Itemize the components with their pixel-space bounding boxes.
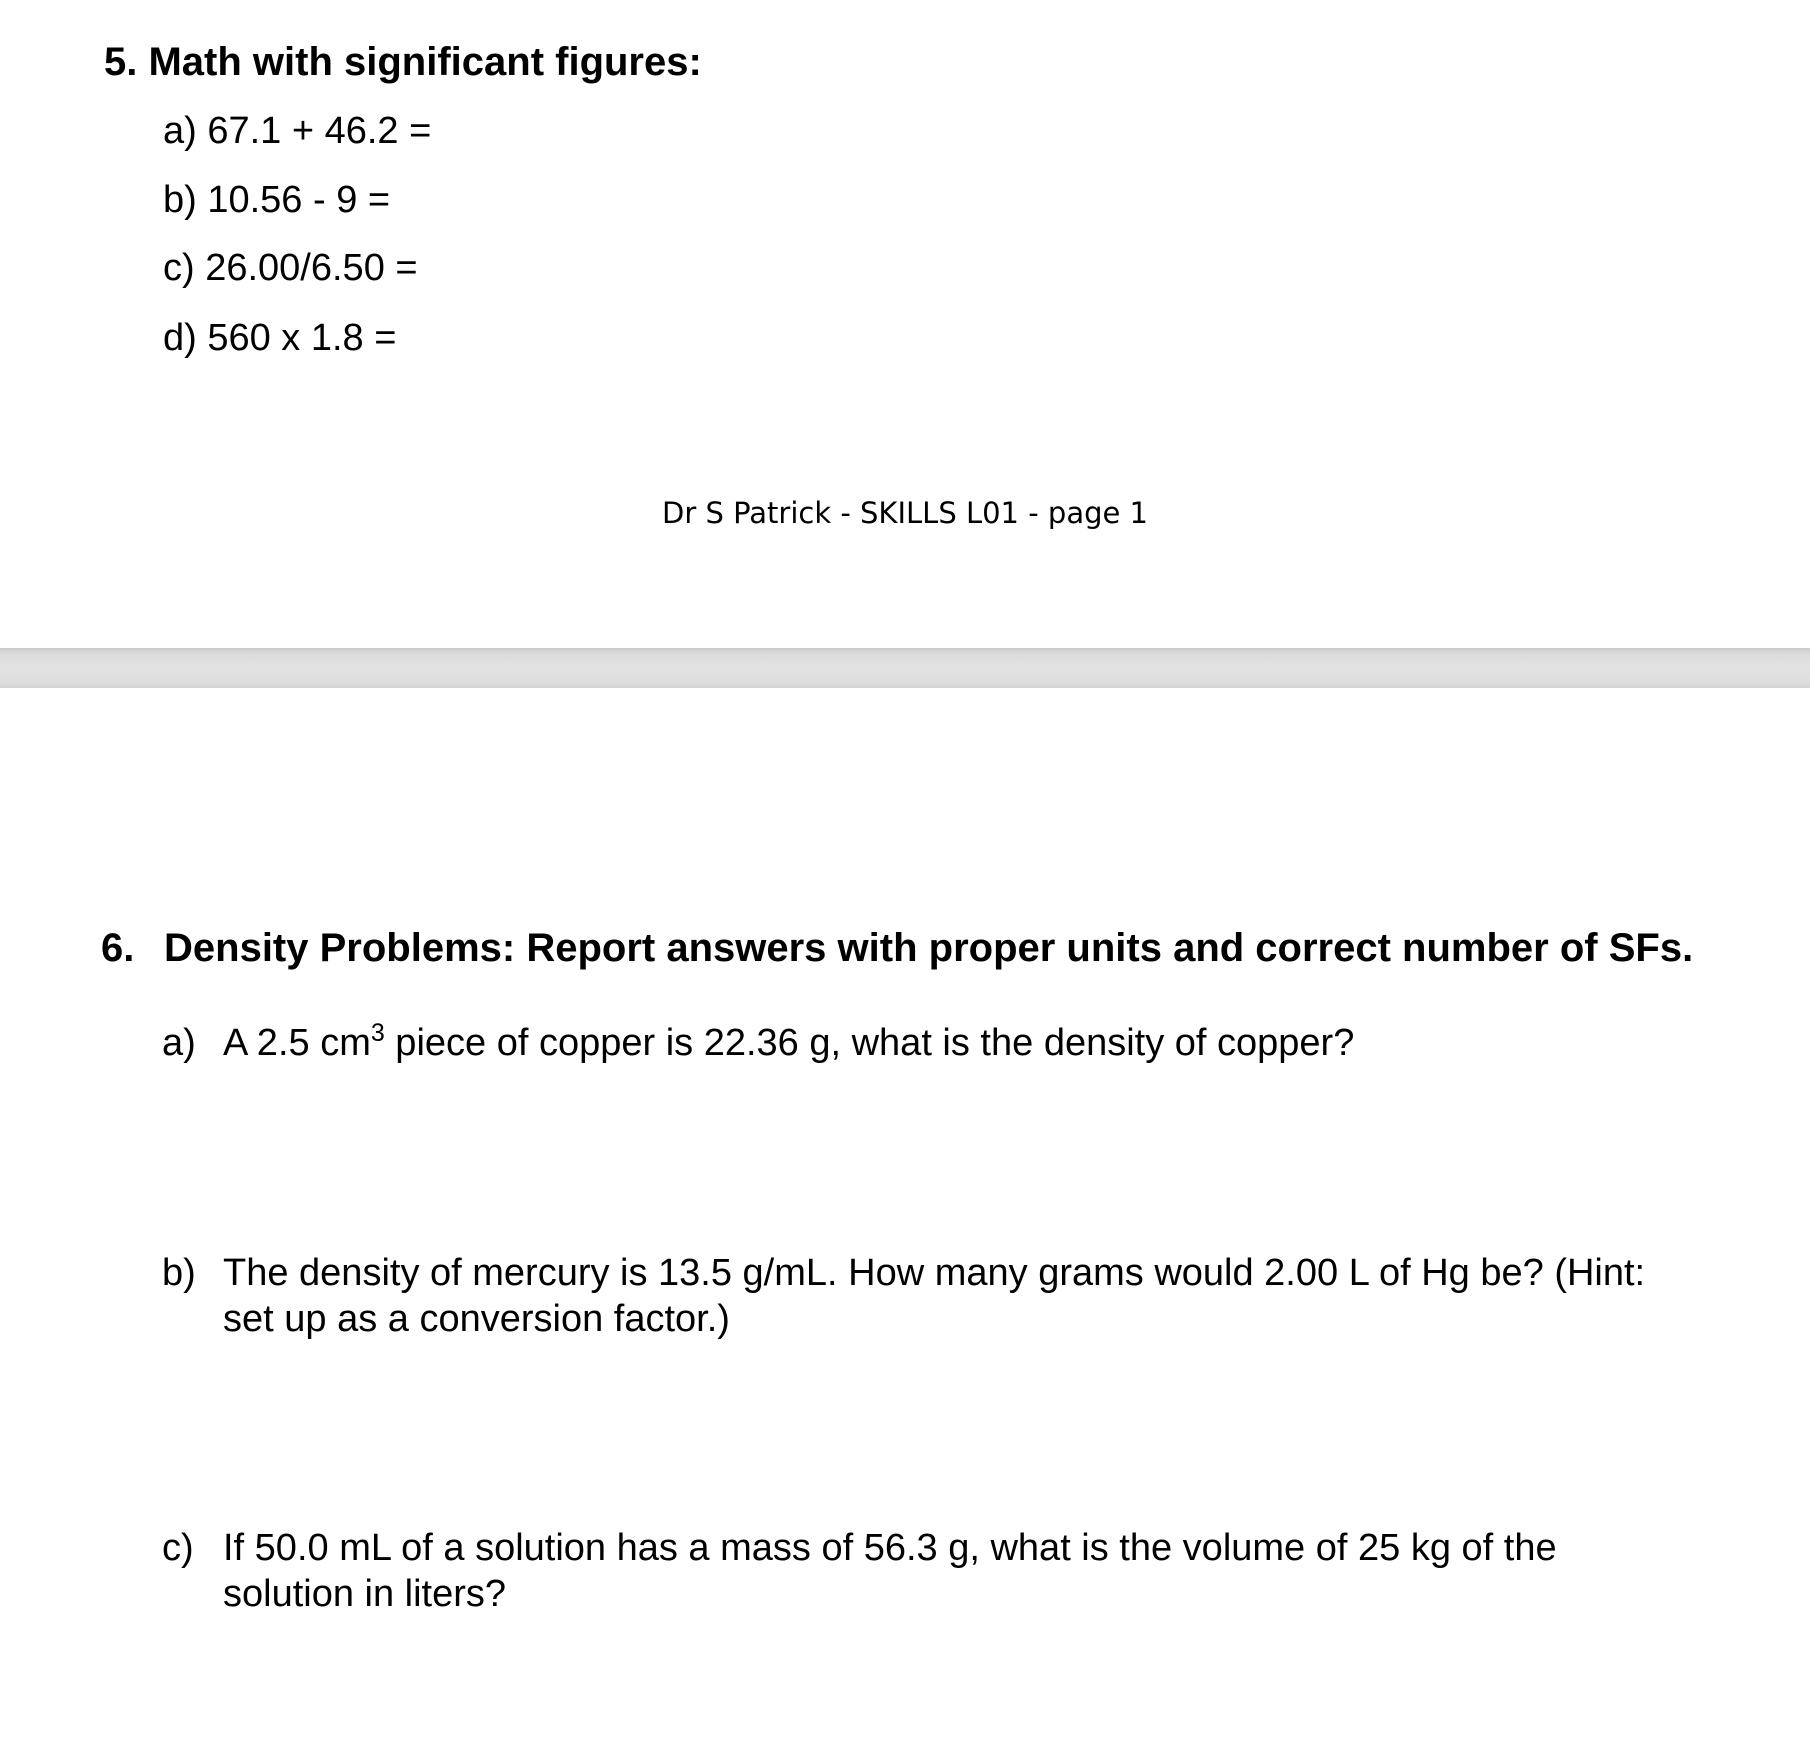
question-6-number: 6. xyxy=(101,926,135,970)
question-6a-text xyxy=(223,1020,1783,1066)
question-5-heading: 5. Math with significant figures: xyxy=(104,40,702,84)
document-page-1 xyxy=(0,0,1810,648)
question-5b: b) 10.56 - 9 = xyxy=(163,179,391,221)
page-footer: Dr S Patrick - SKILLS L01 - page 1 xyxy=(661,496,1149,530)
question-5c: c) 26.00/6.50 = xyxy=(163,247,418,289)
question-6c-line-2: solution in liters? xyxy=(223,1573,507,1615)
question-5d: d) 560 x 1.8 = xyxy=(163,317,397,359)
question-6b-line-2: set up as a conversion factor.) xyxy=(223,1298,730,1340)
question-6-heading: Density Problems: Report answers with proper units and correct number of SFs. xyxy=(164,926,1694,970)
question-6a-text-start: A 2.5 cm xyxy=(223,1022,371,1064)
question-6b-letter: b) xyxy=(162,1252,196,1294)
question-5a: a) 67.1 + 46.2 = xyxy=(163,110,432,152)
page-separator xyxy=(0,648,1810,688)
question-6a-text-end: piece of copper is 22.36 g, what is the density of copper? xyxy=(384,1022,1355,1064)
question-6a-letter: a) xyxy=(162,1022,196,1064)
question-6c-line-1: If 50.0 mL of a solution has a mass of 56.3 g, what is the volume of 25 kg of the xyxy=(223,1527,1557,1569)
question-6b-line-1: The density of mercury is 13.5 g/mL. How many grams would 2.00 L of Hg be? (Hint: xyxy=(223,1252,1646,1294)
cubic-exponent: 3 xyxy=(370,1019,385,1047)
question-6c-letter: c) xyxy=(162,1527,194,1569)
